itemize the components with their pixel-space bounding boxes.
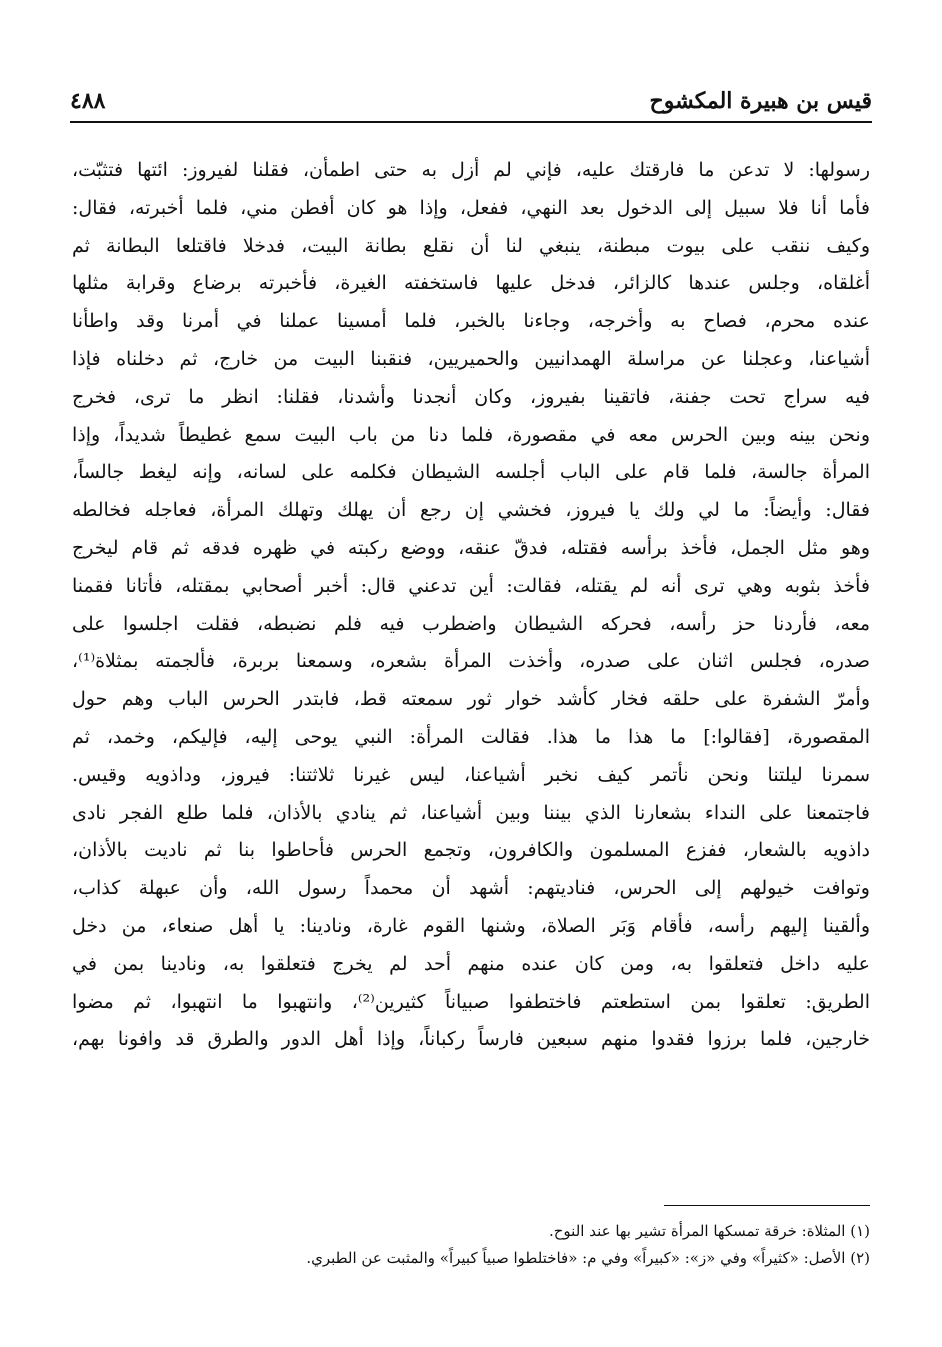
body-line: أشياعنا، وعجلنا عن مراسلة الهمدانيين والحميريين، فنقبنا البيت من خارج، ثم دخلناه فإذا — [72, 347, 870, 370]
header-rule — [70, 121, 872, 123]
body-line: أغلقاه، وجلس عندها كالزائر، فدخل عليها فاستخفته الغيرة، فأخبرته برضاع وقرابة مثلها — [72, 272, 870, 295]
body-line: المرأة جالسة، فلما قام على الباب أجلسه الشيطان فكلمه على لسانه، وإنه ليغط جالساً، — [72, 461, 870, 484]
body-line: وألقينا إليهم رأسه، فأقام وَبَر الصلاة، وشنها القوم غارة، ونادينا: يا أهل صنعاء، من دخل — [72, 914, 870, 937]
body-line: عليه داخل فتعلقوا به، ومن كان عنده منهم أحد لم يخرج فتعلقوا به، ونادينا بمن في — [72, 952, 870, 975]
body-line: فقال: وأيضاً: ما لي ولك يا فيروز، فخشي إن رجع أن يهلك وتهلك المرأة، فعاجله فخالطه — [72, 499, 870, 522]
body-line: رسولها: لا تدعن ما فارقتك عليه، فإني لم أزل به حتى اطمأن، فقلنا لفيروز: ائتها فتثبّت، — [72, 159, 870, 181]
body-text — [72, 152, 870, 1059]
running-title: قيس بن هبيرة المكشوح — [649, 88, 872, 114]
body-line: خارجين، فلما برزوا فقدوا منهم سبعين فارساً ركباناً، وإذا أهل الدور والطرق قد وافونا بهم، — [72, 1028, 870, 1051]
body-line: فيه سراج تحت جفنة، فاتقينا بفيروز، وكان أنجدنا وأشدنا، فقلنا: انظر ما ترى، فخرج — [72, 385, 870, 408]
body-line: معه، فأردنا حز رأسه، فحركه الشيطان واضطرب فيه فلم نضبطه، فقلت اجلسوا على — [72, 612, 870, 635]
body-line: وكيف ننقب على بيوت مبطنة، ينبغي لنا أن نقلع بطانة البيت، فدخلا فاقتلعا البطانة ثم — [72, 234, 870, 257]
body-line: وأمرّ الشفرة على حلقه فخار كأشد خوار ثور سمعته قط، فابتدر الحرس الباب وهم حول — [72, 688, 870, 711]
body-line: وتوافت خيولهم إلى الحرس، فناديتهم: أشهد أن محمداً رسول الله، وأن عبهلة كذاب، — [72, 877, 870, 900]
body-line: المقصورة، [فقالوا:] ما هذا ما هذا. فقالت المرأة: النبي يوحى إليه، فإليكم، وخمد، ثم — [72, 725, 870, 748]
running-header — [70, 74, 872, 120]
footnote-rule — [664, 1205, 870, 1206]
body-line: ونحن بينه وبين الحرس معه في مقصورة، فلما دنا من باب البيت سمع غطيطاً شديداً، وإذا — [72, 423, 870, 446]
footnote-1: (١) المثلاة: خرقة تمسكها المرأة تشير بها عند النوح. — [548, 1222, 870, 1240]
body-line: وهو مثل الجمل، فأخذ برأسه فقتله، فدقّ عنقه، ووضع ركبته في ظهره فدقه ثم قام ليخرج — [72, 536, 870, 559]
body-line: فأما أنا فلا سبيل إلى الدخول بعد النهي، ففعل، وإذا هو كان أفطن مني، فلما أخبرته، فقال: — [72, 196, 870, 219]
page-number: ٤٨٨ — [70, 88, 106, 114]
body-line: عنده محرم، فصاح به وأخرجه، وجاءنا بالخبر، فلما أمسينا عملنا في أمرنا وقد واطأنا — [72, 310, 870, 333]
body-line: داذويه بالشعار، ففزع المسلمون والكافرون، وتجمع الحرس فأحاطوا بنا ثم ناديت بالأذان، — [72, 839, 870, 862]
body-line: صدره، فجلس اثنان على صدره، وأخذت المرأة بشعره، وسمعنا بربرة، فألجمته بمثلاة⁽¹⁾، — [72, 650, 870, 673]
body-line: فاجتمعنا على النداء بشعارنا الذي بيننا وبين أشياعنا، ثم ينادي بالأذان، فلما طلع الفجر نادى — [72, 801, 870, 824]
body-line: سمرنا ليلتنا ونحن نأتمر كيف نخبر أشياعنا، ليس غيرنا ثلاثتنا: فيروز، وداذويه وقيس. — [72, 763, 870, 786]
footnotes — [72, 1218, 870, 1272]
body-line: فأخذ بثوبه وهي ترى أنه لم يقتله، فقالت: أين تدعني قال: أخبر أصحابي بمقتله، فأتانا فقمنا — [72, 574, 870, 597]
body-line: الطريق: تعلقوا بمن استطعتم فاختطفوا صبياناً كثيرين⁽²⁾، وانتهبوا ما انتهبوا، ثم مضوا — [72, 990, 870, 1013]
footnote-2: (٢) الأصل: «كثيراً» وفي «ز»: «كبيراً» وفي م: «فاختلطوا صبياً كبيراً» والمثبت عن الطبري. — [306, 1249, 870, 1267]
